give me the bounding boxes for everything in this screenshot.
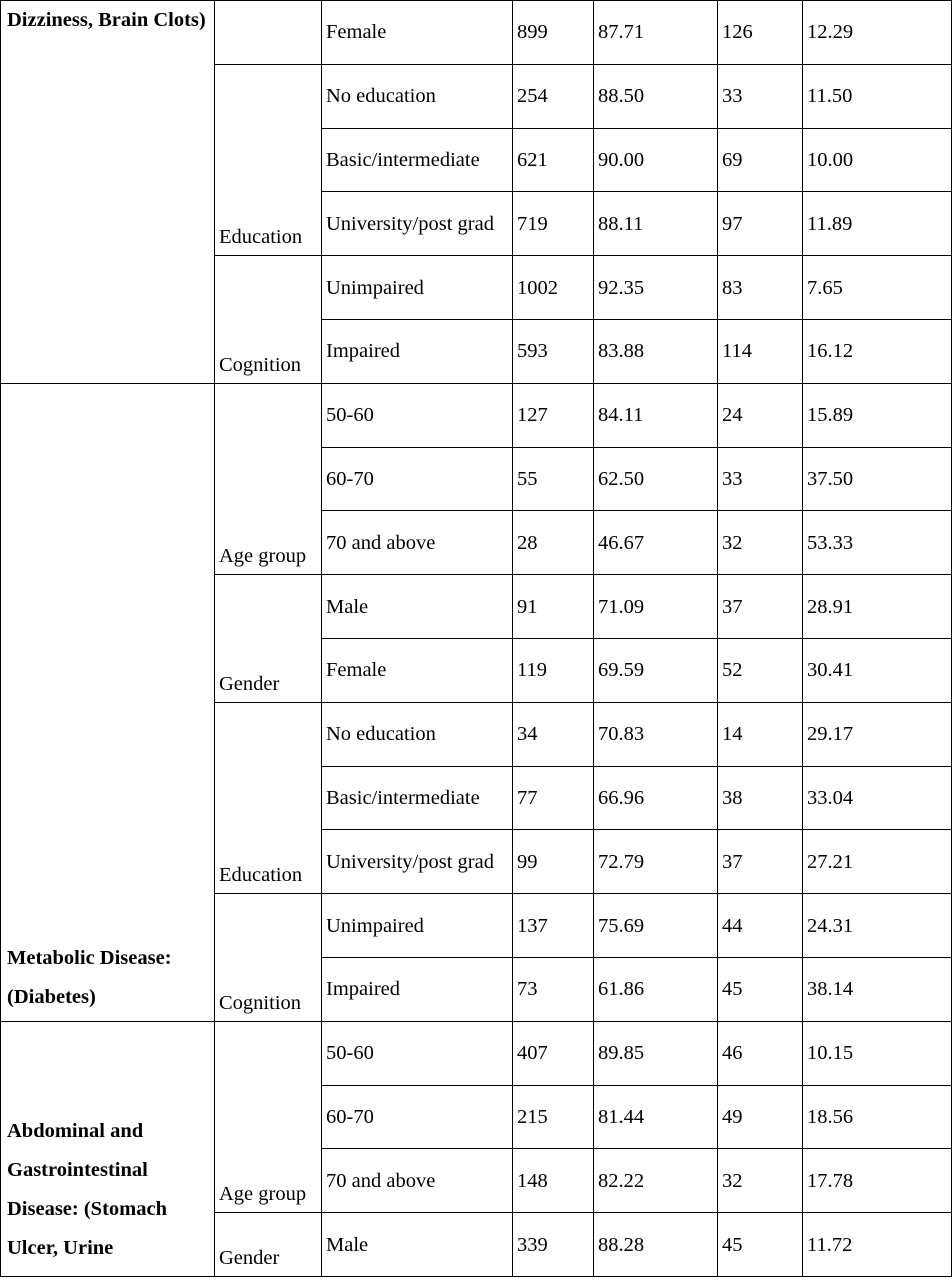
variable-cell: Cognition (215, 256, 322, 384)
value-cell-p2: 33.04 (803, 766, 952, 830)
value-cell-p2: 11.72 (803, 1213, 952, 1277)
category-cell: Impaired (322, 319, 513, 383)
category-cell: University/post grad (322, 192, 513, 256)
value-cell-n1: 55 (513, 447, 594, 511)
variable-cell: Gender (215, 575, 322, 703)
value-cell-p2: 28.91 (803, 575, 952, 639)
value-cell-p2: 11.50 (803, 64, 952, 128)
category-cell: Impaired (322, 957, 513, 1021)
value-cell-n2: 33 (718, 447, 803, 511)
variable-cell: Age group (215, 383, 322, 574)
value-cell-n2: 83 (718, 256, 803, 320)
variable-cell: Education (215, 64, 322, 255)
value-cell-p1: 62.50 (594, 447, 718, 511)
disease-cell: Dizziness, Brain Clots) (1, 1, 215, 384)
value-cell-n1: 899 (513, 1, 594, 65)
value-cell-p2: 15.89 (803, 383, 952, 447)
value-cell-p2: 29.17 (803, 702, 952, 766)
value-cell-n2: 44 (718, 894, 803, 958)
value-cell-n2: 24 (718, 383, 803, 447)
value-cell-n2: 69 (718, 128, 803, 192)
value-cell-n2: 46 (718, 1021, 803, 1085)
value-cell-n1: 593 (513, 319, 594, 383)
value-cell-n1: 73 (513, 957, 594, 1021)
category-cell: 50-60 (322, 1021, 513, 1085)
value-cell-p1: 70.83 (594, 702, 718, 766)
value-cell-n2: 33 (718, 64, 803, 128)
category-cell: Unimpaired (322, 894, 513, 958)
value-cell-n1: 719 (513, 192, 594, 256)
value-cell-p1: 72.79 (594, 830, 718, 894)
category-cell: Unimpaired (322, 256, 513, 320)
value-cell-n2: 38 (718, 766, 803, 830)
value-cell-n2: 45 (718, 1213, 803, 1277)
value-cell-p2: 12.29 (803, 1, 952, 65)
value-cell-p1: 90.00 (594, 128, 718, 192)
value-cell-p2: 7.65 (803, 256, 952, 320)
category-cell: No education (322, 702, 513, 766)
value-cell-n2: 14 (718, 702, 803, 766)
value-cell-p1: 69.59 (594, 638, 718, 702)
value-cell-p1: 87.71 (594, 1, 718, 65)
value-cell-p1: 71.09 (594, 575, 718, 639)
disease-cell: Abdominal and Gastrointestinal Disease: (Stomach Ulcer, Urine (1, 1021, 215, 1276)
value-cell-n1: 77 (513, 766, 594, 830)
value-cell-n2: 52 (718, 638, 803, 702)
category-cell: No education (322, 64, 513, 128)
value-cell-n1: 34 (513, 702, 594, 766)
value-cell-p2: 10.00 (803, 128, 952, 192)
value-cell-p2: 30.41 (803, 638, 952, 702)
value-cell-n1: 407 (513, 1021, 594, 1085)
value-cell-p1: 88.50 (594, 64, 718, 128)
value-cell-n2: 45 (718, 957, 803, 1021)
value-cell-p2: 18.56 (803, 1085, 952, 1149)
value-cell-p2: 11.89 (803, 192, 952, 256)
category-cell: 70 and above (322, 511, 513, 575)
value-cell-p1: 61.86 (594, 957, 718, 1021)
value-cell-n2: 49 (718, 1085, 803, 1149)
category-cell: Basic/intermediate (322, 128, 513, 192)
category-cell: Male (322, 575, 513, 639)
value-cell-n1: 127 (513, 383, 594, 447)
value-cell-n1: 1002 (513, 256, 594, 320)
value-cell-p1: 46.67 (594, 511, 718, 575)
value-cell-n1: 91 (513, 575, 594, 639)
category-cell: Female (322, 638, 513, 702)
value-cell-p2: 53.33 (803, 511, 952, 575)
value-cell-n1: 621 (513, 128, 594, 192)
category-cell: Basic/intermediate (322, 766, 513, 830)
variable-cell: Gender (215, 1213, 322, 1277)
value-cell-p1: 88.28 (594, 1213, 718, 1277)
value-cell-p2: 16.12 (803, 319, 952, 383)
value-cell-p1: 75.69 (594, 894, 718, 958)
variable-cell (215, 1, 322, 65)
value-cell-n2: 32 (718, 1149, 803, 1213)
value-cell-p2: 17.78 (803, 1149, 952, 1213)
disease-cell: Metabolic Disease: (Diabetes) (1, 383, 215, 1021)
value-cell-p2: 37.50 (803, 447, 952, 511)
table-row (1, 1, 952, 65)
value-cell-n1: 148 (513, 1149, 594, 1213)
category-cell: Female (322, 1, 513, 65)
category-cell: 60-70 (322, 447, 513, 511)
value-cell-n1: 215 (513, 1085, 594, 1149)
category-cell: 70 and above (322, 1149, 513, 1213)
value-cell-p1: 82.22 (594, 1149, 718, 1213)
value-cell-n2: 37 (718, 830, 803, 894)
value-cell-p2: 38.14 (803, 957, 952, 1021)
variable-cell: Education (215, 702, 322, 893)
variable-cell: Cognition (215, 894, 322, 1022)
value-cell-p1: 66.96 (594, 766, 718, 830)
category-cell: Male (322, 1213, 513, 1277)
value-cell-p2: 10.15 (803, 1021, 952, 1085)
value-cell-p1: 83.88 (594, 319, 718, 383)
table-row (1, 383, 952, 447)
value-cell-p1: 81.44 (594, 1085, 718, 1149)
value-cell-n1: 339 (513, 1213, 594, 1277)
category-cell: University/post grad (322, 830, 513, 894)
value-cell-n2: 114 (718, 319, 803, 383)
value-cell-n2: 37 (718, 575, 803, 639)
value-cell-n1: 137 (513, 894, 594, 958)
value-cell-n1: 99 (513, 830, 594, 894)
value-cell-n2: 32 (718, 511, 803, 575)
value-cell-p1: 88.11 (594, 192, 718, 256)
value-cell-n2: 126 (718, 1, 803, 65)
value-cell-n1: 119 (513, 638, 594, 702)
category-cell: 60-70 (322, 1085, 513, 1149)
table-row (1, 1021, 952, 1085)
variable-cell: Age group (215, 1021, 322, 1212)
value-cell-n1: 254 (513, 64, 594, 128)
value-cell-n1: 28 (513, 511, 594, 575)
category-cell: 50-60 (322, 383, 513, 447)
value-cell-p1: 92.35 (594, 256, 718, 320)
value-cell-p1: 89.85 (594, 1021, 718, 1085)
value-cell-p1: 84.11 (594, 383, 718, 447)
value-cell-p2: 27.21 (803, 830, 952, 894)
value-cell-n2: 97 (718, 192, 803, 256)
value-cell-p2: 24.31 (803, 894, 952, 958)
